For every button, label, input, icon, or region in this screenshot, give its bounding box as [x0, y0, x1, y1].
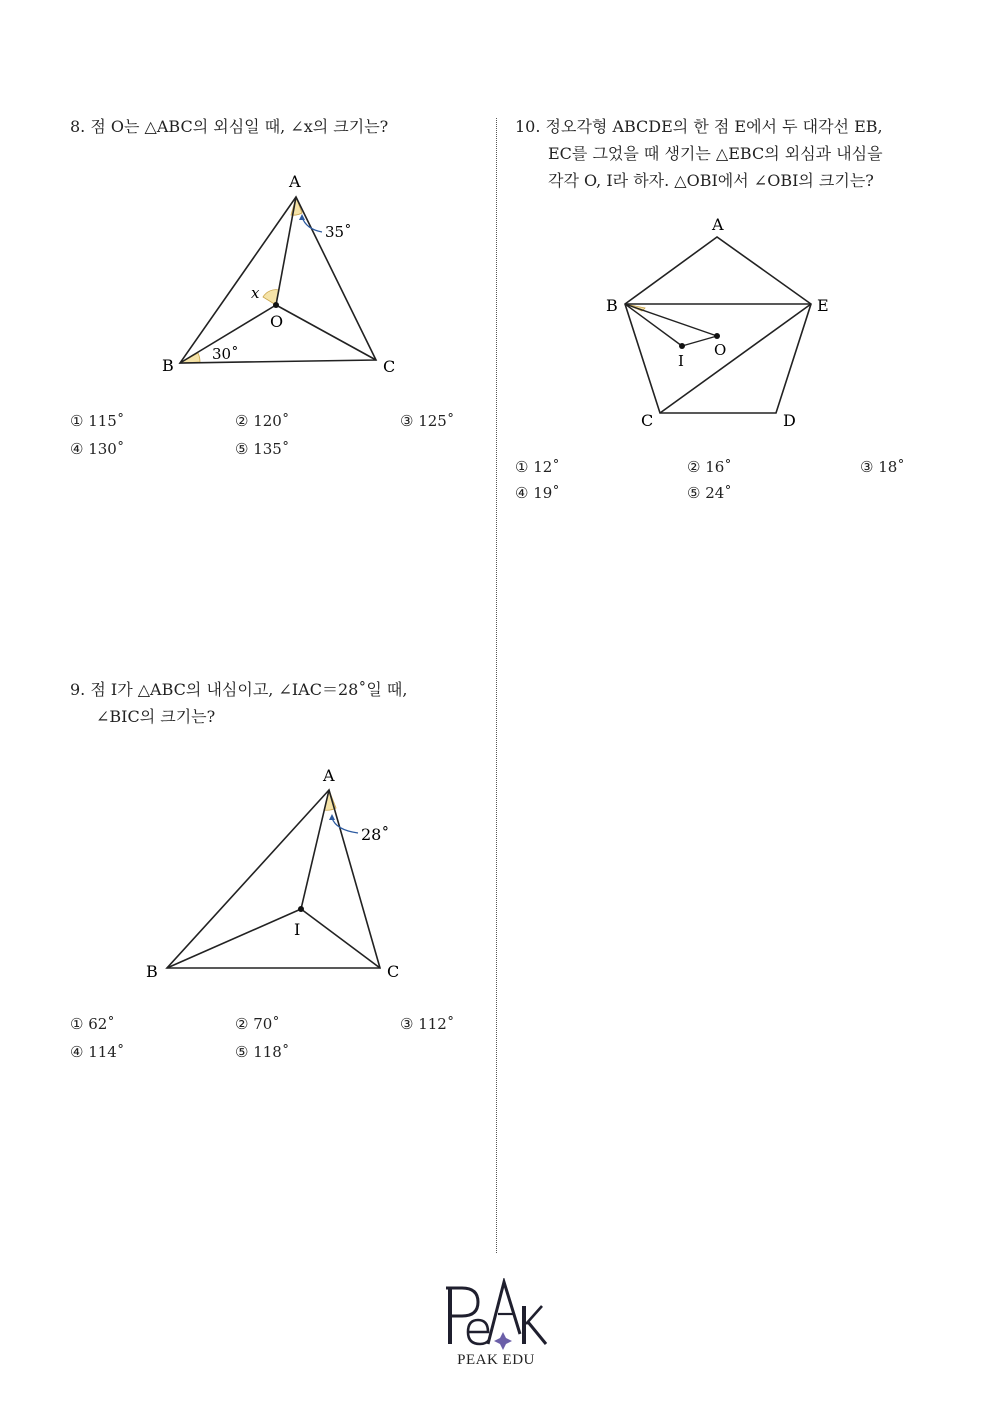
- choice-2[interactable]: ② 16˚: [687, 458, 732, 476]
- label-angle-b: 30˚: [212, 345, 239, 363]
- question-8-stem: 8. 점 O는 △ABC의 외심일 때, ∠x의 크기는?: [70, 117, 389, 136]
- question-8: [70, 113, 388, 140]
- label-x: x: [251, 284, 260, 302]
- point-o: [714, 333, 720, 339]
- choice-1[interactable]: ① 62˚: [70, 1015, 115, 1033]
- segment-ib: [167, 909, 301, 968]
- column-divider: [496, 118, 497, 1253]
- question-9: [70, 676, 407, 730]
- label-e: E: [817, 296, 829, 315]
- point-i: [298, 906, 304, 912]
- choice-5[interactable]: ⑤ 118˚: [235, 1043, 290, 1061]
- question-10: [515, 113, 883, 194]
- label-o: O: [270, 312, 284, 331]
- triangle-abc: [180, 197, 376, 363]
- label-c: C: [641, 411, 654, 430]
- label-i: I: [294, 920, 301, 939]
- label-angle-a: 35˚: [325, 223, 352, 241]
- label-b: B: [606, 296, 618, 315]
- label-c: C: [383, 357, 396, 376]
- arrowhead-28: [329, 814, 335, 820]
- label-c: C: [387, 962, 400, 981]
- label-b: B: [146, 962, 158, 981]
- segment-ic: [301, 909, 380, 968]
- point-o: [273, 302, 279, 308]
- label-angle-a: 28˚: [361, 825, 390, 844]
- choice-4[interactable]: ④ 130˚: [70, 440, 125, 458]
- choice-5[interactable]: ⑤ 135˚: [235, 440, 290, 458]
- segment-oc: [276, 305, 376, 360]
- segment-bo: [625, 304, 717, 336]
- label-a: A: [323, 766, 335, 785]
- label-i: I: [678, 352, 684, 370]
- choice-5[interactable]: ⑤ 24˚: [687, 484, 732, 502]
- label-d: D: [783, 411, 796, 430]
- choice-4[interactable]: ④ 114˚: [70, 1043, 125, 1061]
- label-b: B: [162, 356, 174, 375]
- choice-3[interactable]: ③ 18˚: [860, 458, 905, 476]
- footer-caption: PEAK EDU: [457, 1352, 535, 1368]
- choice-1[interactable]: ① 115˚: [70, 412, 125, 430]
- question-10-stem-line2: EC를 그었을 때 생기는 △EBC의 외심과 내심을: [548, 144, 883, 163]
- choice-4[interactable]: ④ 19˚: [515, 484, 560, 502]
- choice-2[interactable]: ② 120˚: [235, 412, 290, 430]
- question-9-stem-line1: 9. 점 I가 △ABC의 내심이고, ∠IAC＝28˚일 때,: [70, 680, 408, 699]
- segment-ia: [301, 790, 329, 909]
- question-9-figure: [140, 760, 420, 990]
- label-o: O: [714, 341, 727, 359]
- question-10-stem-line1: 10. 정오각형 ABCDE의 한 점 E에서 두 대각선 EB,: [515, 117, 883, 136]
- label-a: A: [289, 172, 301, 191]
- segment-oa: [276, 197, 296, 305]
- choice-3[interactable]: ③ 125˚: [400, 412, 455, 430]
- arrow-28: [332, 818, 358, 833]
- star-icon: [494, 1332, 512, 1350]
- question-9-stem-line2: ∠BIC의 크기는?: [96, 707, 216, 726]
- question-8-figure: [150, 165, 410, 385]
- segment-bi: [625, 304, 682, 346]
- segment-io: [682, 336, 717, 346]
- choice-3[interactable]: ③ 112˚: [400, 1015, 455, 1033]
- triangle-abc: [167, 790, 380, 968]
- question-10-figure: [595, 210, 845, 435]
- choice-2[interactable]: ② 70˚: [235, 1015, 280, 1033]
- question-10-stem-line3: 각각 O, I라 하자. △OBI에서 ∠OBI의 크기는?: [548, 171, 874, 190]
- choice-1[interactable]: ① 12˚: [515, 458, 560, 476]
- point-i: [679, 343, 685, 349]
- label-a: A: [712, 215, 724, 234]
